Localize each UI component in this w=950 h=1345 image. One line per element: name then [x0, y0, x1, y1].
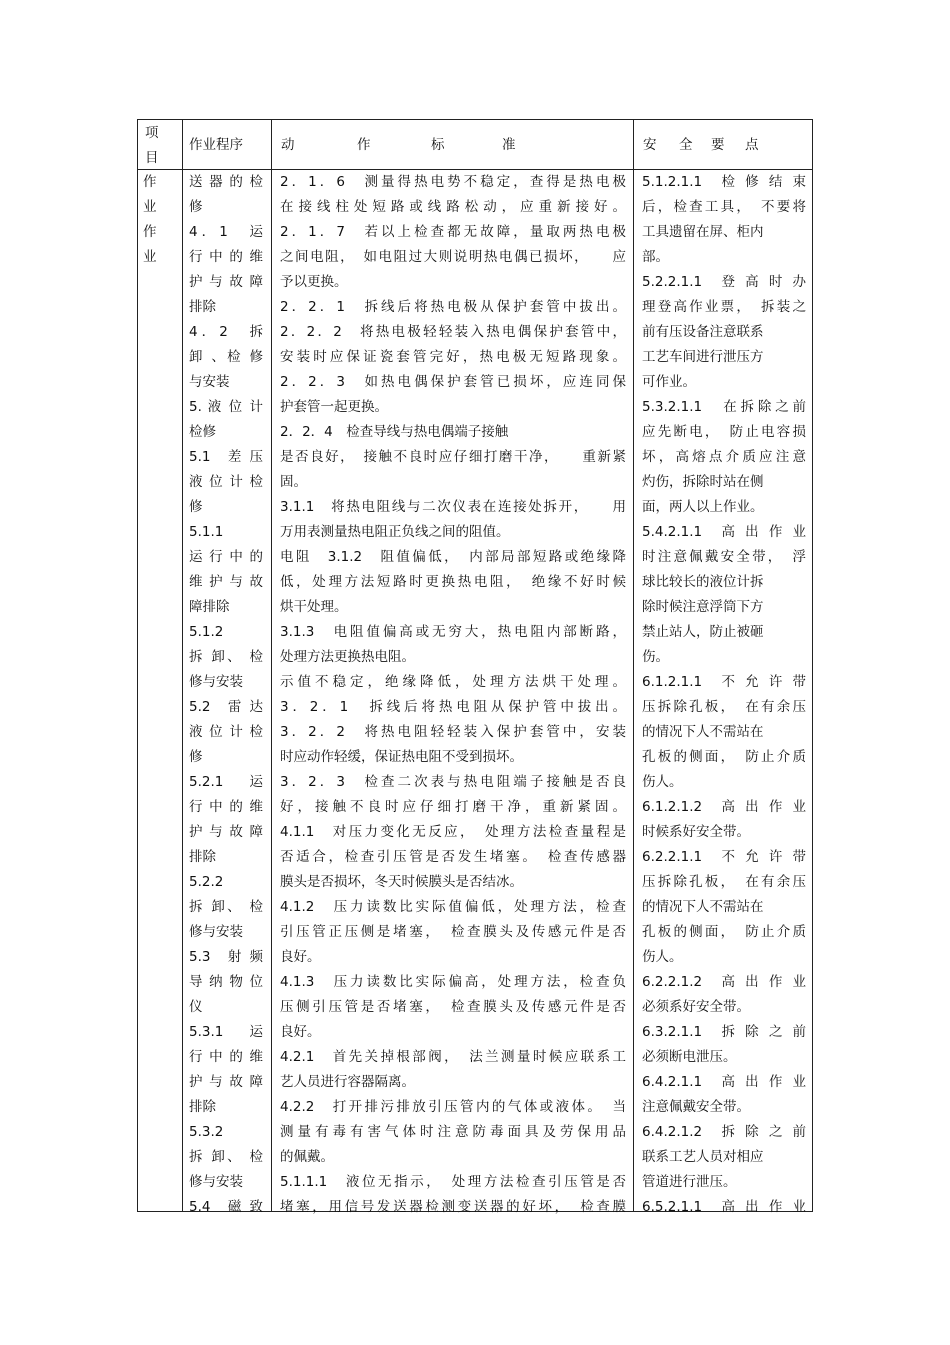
header-project-line1: 项	[145, 125, 159, 141]
safety-line: 6.4.2.1.2 拆 除 之 前	[642, 1124, 806, 1140]
procedure-line: 修	[189, 749, 203, 765]
header-safety-char-1: 安	[643, 137, 657, 153]
procedure-line: 运 行 中 的	[189, 549, 263, 565]
procedure-line: 仪	[189, 999, 203, 1015]
safety-line: 孔板的侧面， 防止介质	[642, 749, 806, 765]
procedure-line: 维 护 与 故	[189, 574, 263, 590]
procedure-line: 与安装	[189, 374, 230, 390]
procedure-line: 护 与 故 障	[189, 824, 263, 840]
action-line: 在接线柱处短路或线路松动，应重新接好。	[280, 199, 626, 215]
safety-line: 6.4.2.1.1 高 出 作 业	[642, 1074, 806, 1090]
action-line: 2．2．3 如热电偶保护套管已损坏，应连同保	[280, 374, 626, 390]
action-line: 4.2.2 打开排污排放引压管内的气体或液体。 当	[280, 1099, 626, 1115]
safety-line: 孔板的侧面， 防止介质	[642, 924, 806, 940]
safety-line: 6.1.2.1.1 不 允 许 带	[642, 674, 806, 690]
action-line: 示值不稳定，绝缘降低，处理方法烘干处理。	[280, 674, 626, 690]
safety-line: 时候系好安全带。	[642, 824, 750, 840]
action-line: 2．2．1 拆线后将热电极从保护套管中拔出。	[280, 299, 626, 315]
header-action-char-2: 作	[357, 137, 371, 153]
procedure-line: 导 纳 物 位	[189, 974, 263, 990]
project-line: 业	[143, 249, 157, 265]
action-line: 固。	[280, 474, 307, 490]
procedure-line: 5.4 磁 致	[189, 1199, 263, 1215]
action-line: 4.1.1 对压力变化无反应， 处理方法检查量程是	[280, 824, 626, 840]
header-action-char-1: 动	[281, 137, 295, 153]
procedure-line: 护 与 故 障	[189, 1074, 263, 1090]
safety-line: 伤人。	[642, 949, 683, 965]
procedure-line: 修与安装	[189, 674, 243, 690]
safety-line: 伤。	[642, 649, 669, 665]
procedure-line: 行 中 的 维	[189, 1049, 263, 1065]
action-line: 安装时应保证瓷套管完好，热电极无短路现象。	[280, 349, 626, 365]
safety-line: 工艺车间进行泄压方	[642, 349, 764, 365]
procedure-line: 拆 卸、 检	[189, 649, 263, 665]
safety-line: 5.3.2.1.1 在拆除之前	[642, 399, 806, 415]
safety-line: 注意佩戴安全带。	[642, 1099, 750, 1115]
project-line: 作	[143, 224, 157, 240]
safety-line: 部。	[642, 249, 669, 265]
action-line: 处理方法更换热电阻。	[280, 649, 415, 665]
safety-line: 6.2.2.1.1 不 允 许 带	[642, 849, 806, 865]
safety-line: 坏，高熔点介质应注意	[642, 449, 806, 465]
procedure-line: 5.3.1 运	[189, 1024, 263, 1040]
procedure-line: 5.3 射 频	[189, 949, 263, 965]
action-line: 是否良好， 接触不良时应仔细打磨干净， 重新紧	[280, 449, 626, 465]
safety-line: 灼伤，拆除时站在侧	[642, 474, 764, 490]
action-line: 之间电阻， 如电阻过大则说明热电偶已损坏， 应	[280, 249, 626, 265]
safety-line: 除时候注意浮筒下方	[642, 599, 764, 615]
action-line: 万用表测量热电阻正负线之间的阻值。	[280, 524, 510, 540]
procedure-line: 5.1 差 压	[189, 449, 263, 465]
procedure-line: 修	[189, 499, 203, 515]
safety-line: 工具遗留在屏、柜内	[642, 224, 764, 240]
safety-line: 理登高作业票， 拆装之	[642, 299, 806, 315]
header-project-line2: 目	[145, 150, 159, 166]
procedure-line: 修与安装	[189, 924, 243, 940]
header-action-char-3: 标	[431, 137, 445, 153]
safety-line: 时注意佩戴安全带， 浮	[642, 549, 806, 565]
safety-line: 伤人。	[642, 774, 683, 790]
safety-line: 6.3.2.1.1 拆 除 之 前	[642, 1024, 806, 1040]
safety-line: 可作业。	[642, 374, 696, 390]
safety-line: 面，两人以上作业。	[642, 499, 764, 515]
action-line: 否适合，检查引压管是否发生堵塞。 检查传感器	[280, 849, 626, 865]
action-line: 3．2．3 检查二次表与热电阻端子接触是否良	[280, 774, 626, 790]
procedure-line: 拆 卸、 检	[189, 1149, 263, 1165]
action-line: 良好。	[280, 949, 321, 965]
action-line: 2．1．7 若以上检查都无故障，量取两热电极	[280, 224, 626, 240]
procedure-line: 检修	[189, 424, 216, 440]
action-line: 2．2．4 检查导线与热电偶端子接触	[280, 424, 509, 440]
procedure-line: 排除	[189, 849, 216, 865]
action-line: 良好。	[280, 1024, 321, 1040]
action-line: 烘干处理。	[280, 599, 348, 615]
safety-line: 的情况下人不需站在	[642, 899, 764, 915]
safety-points-column	[642, 170, 806, 1220]
procedure-line: 液 位 计 检	[189, 724, 263, 740]
action-line: 堵塞，用信号发送器检测变送器的好坏， 检查膜	[280, 1199, 626, 1215]
project-line: 业	[143, 199, 157, 215]
procedure-line: 卸 、检 修	[189, 349, 263, 365]
action-line: 电阻 3.1.2 阻值偏低， 内部局部短路或绝缘降	[280, 549, 626, 565]
procedure-line: 4．2 拆	[189, 324, 263, 340]
procedure-column	[189, 170, 263, 1220]
procedure-line: 5.2.1 运	[189, 774, 263, 790]
safety-line: 前有压设备注意联系	[642, 324, 764, 340]
project-line: 作	[143, 174, 157, 190]
safety-line: 压拆除孔板， 在有余压	[642, 874, 806, 890]
safety-line: 压拆除孔板， 在有余压	[642, 699, 806, 715]
procedure-line: 障排除	[189, 599, 230, 615]
action-line: 的佩戴。	[280, 1149, 334, 1165]
safety-line: 管道进行泄压。	[642, 1174, 737, 1190]
action-line: 3．2．2 将热电阻轻轻装入保护套管中，安装	[280, 724, 626, 740]
project-column	[143, 170, 171, 270]
safety-line: 5.1.2.1.1 检 修 结 束	[642, 174, 806, 190]
header-safety-char-2: 全	[679, 137, 693, 153]
action-line: 3.1.3 电阻值偏高或无穷大，热电阻内部断路，	[280, 624, 626, 640]
action-line: 低，处理方法短路时更换热电阻， 绝缘不好时候	[280, 574, 626, 590]
safety-line: 必须断电泄压。	[642, 1049, 737, 1065]
safety-line: 后，检查工具， 不要将	[642, 199, 806, 215]
safety-line: 必须系好安全带。	[642, 999, 750, 1015]
action-line: 艺人员进行容器隔离。	[280, 1074, 415, 1090]
procedure-line: 送 器 的 检	[189, 174, 263, 190]
action-line: 5.1.1.1 液位无指示， 处理方法检查引压管是否	[280, 1174, 626, 1190]
safety-line: 应先断电， 防止电容损	[642, 424, 806, 440]
action-line: 4.1.3 压力读数比实际偏高，处理方法，检查负	[280, 974, 626, 990]
procedure-line: 拆 卸、 检	[189, 899, 263, 915]
action-line: 膜头是否损坏，冬天时候膜头是否结冰。	[280, 874, 523, 890]
safety-line: 6.1.2.1.2 高 出 作 业	[642, 799, 806, 815]
header-safety-char-4: 点	[745, 137, 759, 153]
action-line: 2．2．2 将热电极轻轻装入热电偶保护套管中，	[280, 324, 626, 340]
action-line: 予以更换。	[280, 274, 348, 290]
procedure-line: 5.2 雷 达	[189, 699, 263, 715]
action-line: 引压管正压侧是堵塞， 检查膜头及传感元件是否	[280, 924, 626, 940]
safety-line: 6.5.2.1.1 高 出 作 业	[642, 1199, 806, 1215]
procedure-line: 4．1 运	[189, 224, 263, 240]
procedure-line: 行 中 的 维	[189, 249, 263, 265]
action-line: 好，接触不良时应仔细打磨干净，重新紧固。	[280, 799, 626, 815]
header-procedure: 作业程序	[189, 137, 243, 153]
action-line: 压侧引压管是否堵塞， 检查膜头及传感元件是否	[280, 999, 626, 1015]
safety-line: 6.2.2.1.2 高 出 作 业	[642, 974, 806, 990]
column-divider-1	[182, 119, 183, 1212]
procedure-line: 排除	[189, 299, 216, 315]
procedure-line: 5.2.2	[189, 874, 224, 890]
action-line: 4.2.1 首先关掉根部阀， 法兰测量时候应联系工	[280, 1049, 626, 1065]
safety-line: 的情况下人不需站在	[642, 724, 764, 740]
action-line: 4.1.2 压力读数比实际值偏低，处理方法，检查	[280, 899, 626, 915]
procedure-line: 5. 液 位 计	[189, 399, 263, 415]
procedure-line: 5.1.1	[189, 524, 224, 540]
procedure-line: 液 位 计 检	[189, 474, 263, 490]
procedure-line: 排除	[189, 1099, 216, 1115]
safety-line: 5.2.2.1.1 登 高 时 办	[642, 274, 806, 290]
column-divider-2	[271, 119, 272, 1212]
action-line: 3.1.1 将热电阻线与二次仪表在连接处拆开， 用	[280, 499, 626, 515]
safety-line: 联系工艺人员对相应	[642, 1149, 764, 1165]
header-safety-char-3: 要	[711, 137, 725, 153]
action-line: 2．1．6 测量得热电势不稳定，查得是热电极	[280, 174, 626, 190]
action-line: 测量有毒有害气体时注意防毒面具及劳保用品	[280, 1124, 626, 1140]
action-line: 护套管一起更换。	[280, 399, 388, 415]
safety-line: 禁止站人，防止被砸	[642, 624, 764, 640]
action-line: 时应动作轻缓，保证热电阻不受到损坏。	[280, 749, 523, 765]
column-divider-3	[633, 119, 634, 1212]
header-action-char-4: 准	[502, 137, 516, 153]
procedure-line: 5.1.2	[189, 624, 224, 640]
action-standard-column	[280, 170, 626, 1220]
procedure-line: 修与安装	[189, 1174, 243, 1190]
safety-line: 球比较长的液位计拆	[642, 574, 764, 590]
action-line: 3．2．1 拆线后将热电阻从保护管中拔出。	[280, 699, 626, 715]
safety-line: 5.4.2.1.1 高 出 作 业	[642, 524, 806, 540]
procedure-line: 修	[189, 199, 203, 215]
procedure-line: 行 中 的 维	[189, 799, 263, 815]
procedure-line: 护 与 故 障	[189, 274, 263, 290]
procedure-line: 5.3.2	[189, 1124, 224, 1140]
